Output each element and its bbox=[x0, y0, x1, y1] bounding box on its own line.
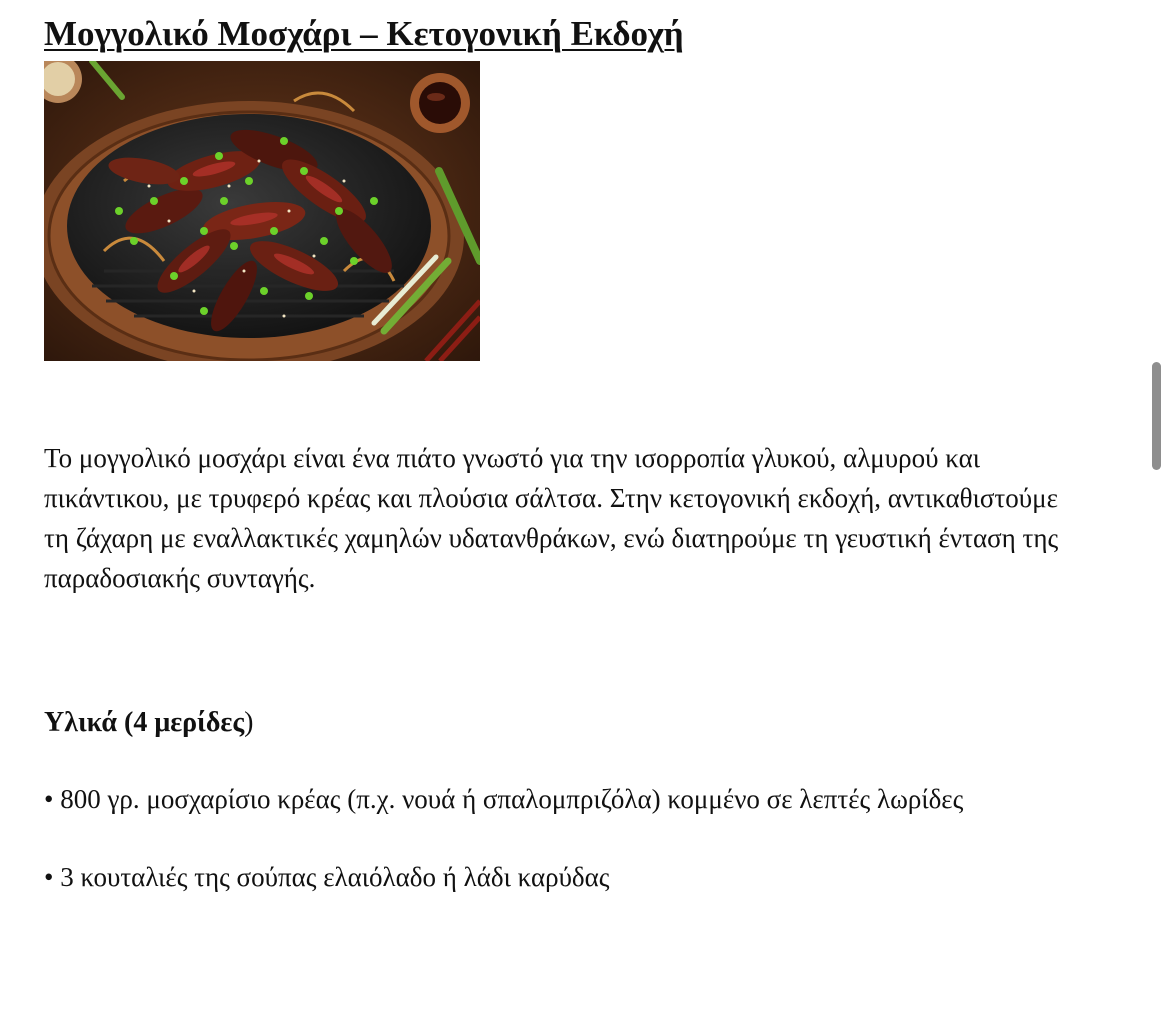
intro-line: τη ζάχαρη με εναλλακτικές χαμηλών υδατανθράκων, ενώ διατηρούμε τη γευστική ένταση της bbox=[44, 523, 1059, 553]
intro-line: Το μογγολικό μοσχάρι είναι ένα πιάτο γνωστό για την ισορροπία γλυκού, αλμυρού και bbox=[44, 443, 980, 473]
ingredients-heading-paren: ) bbox=[244, 707, 254, 738]
ingredient-item: • 800 γρ. μοσχαρίσιο κρέας (π.χ. νουά ή σπαλομπριζόλα) κομμένο σε λεπτές λωρίδες bbox=[44, 784, 964, 814]
recipe-photo bbox=[44, 61, 480, 361]
ingredients-heading bbox=[44, 707, 253, 739]
ingredient-item: • 3 κουταλιές της σούπας ελαιόλαδο ή λάδι καρύδας bbox=[44, 862, 610, 892]
intro-line: παραδοσιακής συνταγής. bbox=[44, 563, 316, 593]
recipe-title: Μογγολικό Μοσχάρι – Κετογονική Εκδοχή bbox=[44, 14, 684, 53]
intro-line: πικάντικου, με τρυφερό κρέας και πλούσια σάλτσα. Στην κετογονική εκδοχή, αντικαθιστούμε bbox=[44, 483, 1058, 513]
ingredients-heading-text: Υλικά (4 μερίδες bbox=[44, 707, 245, 738]
intro-paragraph bbox=[44, 438, 1170, 598]
